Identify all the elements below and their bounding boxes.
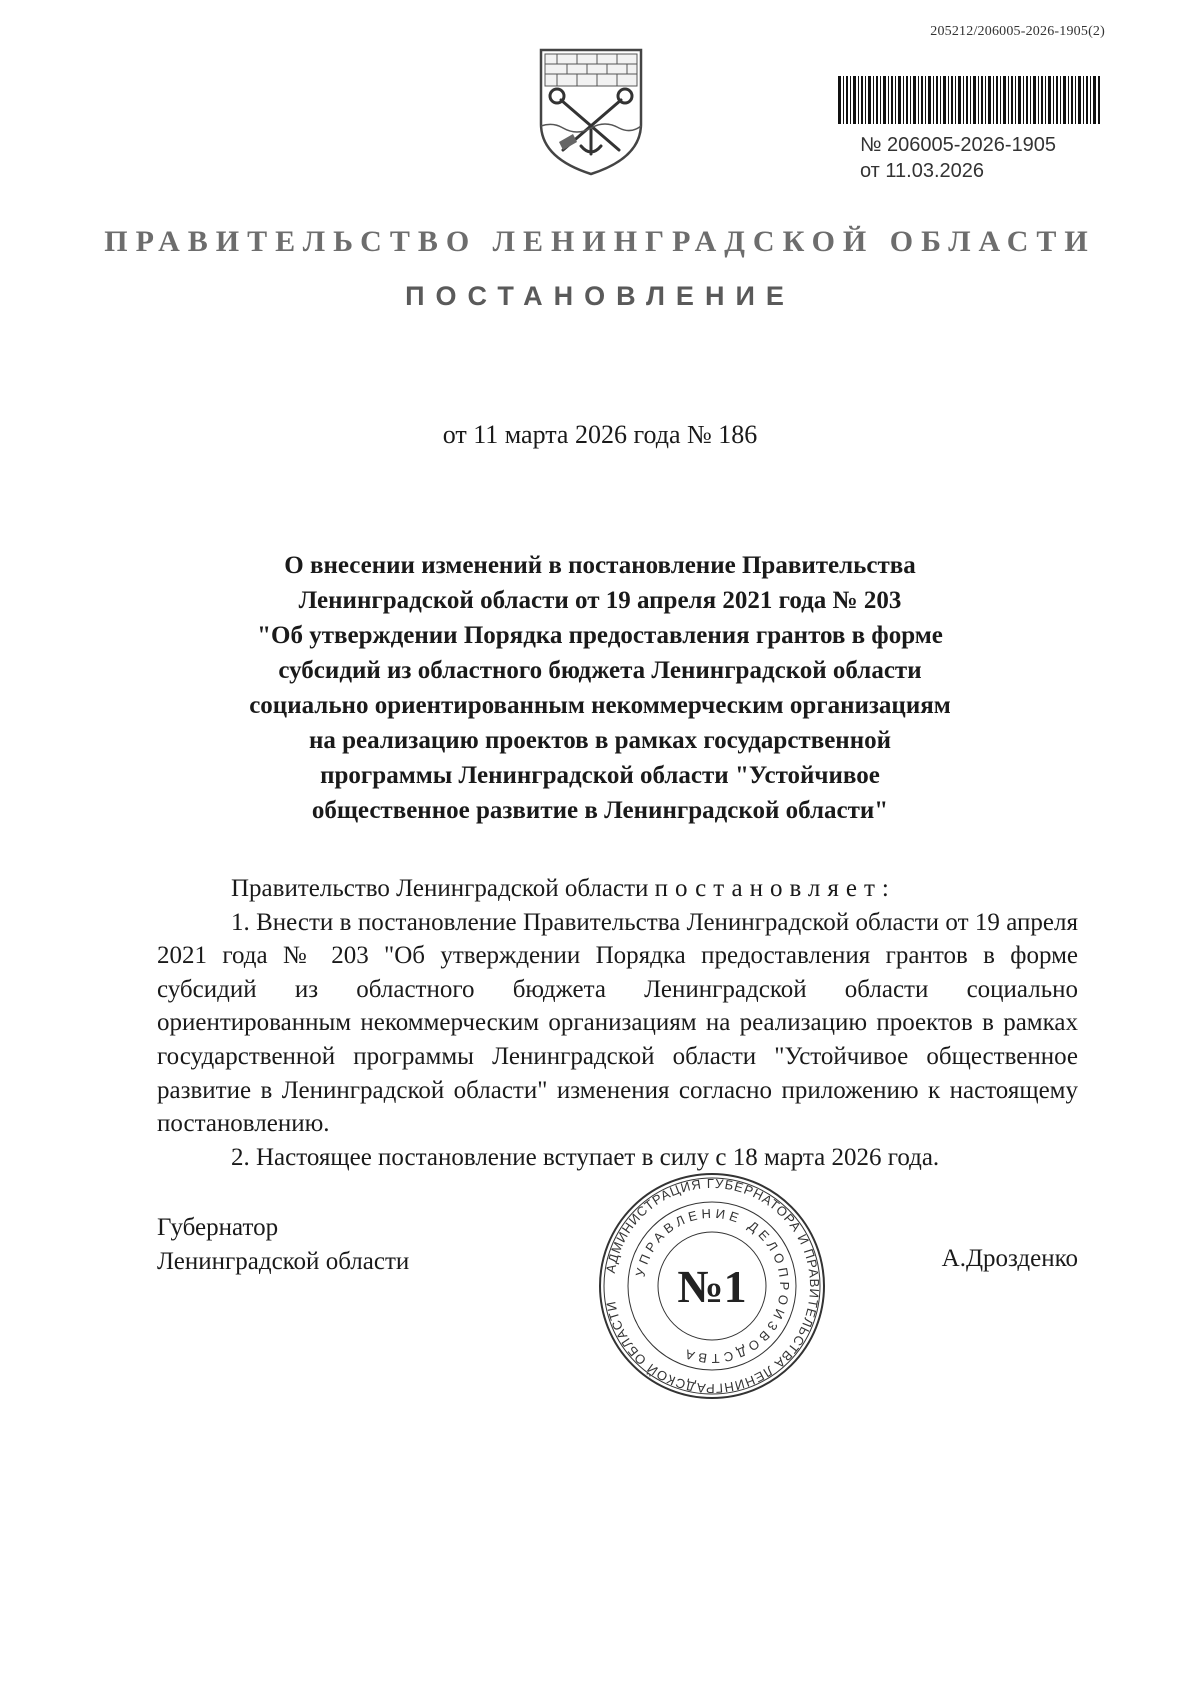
signatory-name: А.Дрозденко xyxy=(941,1245,1078,1272)
preamble-verb: постановляет: xyxy=(654,875,896,902)
decree-date-number: от 11 марта 2026 года № 186 xyxy=(442,420,758,449)
subject-line: на реализацию проектов в рамках государственной xyxy=(308,727,892,754)
registration-number: № 206005-2026-1905 xyxy=(860,134,1057,156)
subject-line: Ленинградской области от 19 апреля 2021 года № 203 xyxy=(298,587,902,614)
coat-of-arms-icon xyxy=(533,46,649,178)
signatory-position-line: Губернатор xyxy=(157,1214,279,1241)
official-seal-icon xyxy=(598,1172,826,1400)
seal-inner-text: УПРАВЛЕНИЕ ДЕЛОПРОИЗВОДСТВА xyxy=(632,1205,793,1367)
document-type: ПОСТАНОВЛЕНИЕ xyxy=(405,281,795,311)
preamble xyxy=(157,872,1078,906)
barcode-icon xyxy=(838,76,1100,124)
decree-subject xyxy=(170,548,1030,828)
decree-body xyxy=(157,872,1078,1174)
preamble-subject: Правительство Ленинградской области xyxy=(231,875,649,902)
barcode-block xyxy=(838,76,1100,184)
subject-line: субсидий из областного бюджета Ленинградской области xyxy=(278,657,922,684)
seal-outer-text: АДМИНИСТРАЦИЯ ГУБЕРНАТОРА И ПРАВИТЕЛЬСТВА ЛЕНИНГРАДСКОЙ ОБЛАСТИ xyxy=(602,1175,823,1397)
subject-line: общественное развитие в Ленинградской области" xyxy=(311,797,889,824)
registration-date: от 11.03.2026 xyxy=(860,160,985,182)
signatory-position xyxy=(157,1211,409,1279)
seal-number: №1 xyxy=(677,1261,747,1312)
subject-line: О внесении изменений в постановление Правительства xyxy=(284,552,916,579)
subject-line: программы Ленинградской области "Устойчивое xyxy=(320,762,880,789)
signatory-position-line: Ленинградской области xyxy=(157,1248,410,1275)
subject-line: "Об утверждении Порядка предоставления грантов в форме xyxy=(257,622,943,649)
decree-item-1: 1. Внести в постановление Правительства Ленинградской области от 19 апреля 2021 года № 203 "Об утверждении Порядка предоставления грантов в форме субсидий из областного бюджета Ленинградской области социально ориентированным некоммерческим организациям на реализацию проектов в рамках государственной программы Ленинградской области "Устойчивое общественное развитие в Ленинградской области" изменения согласно приложению к настоящему постановлению. xyxy=(157,908,1078,1138)
subject-line: социально ориентированным некоммерческим организациям xyxy=(249,692,951,719)
organization-title: ПРАВИТЕЛЬСТВО ЛЕНИНГРАДСКОЙ ОБЛАСТИ xyxy=(104,225,1096,258)
decree-item-2: 2. Настоящее постановление вступает в силу с 18 марта 2026 года. xyxy=(231,1143,940,1171)
registration-code: 205212/206005-2026-1905(2) xyxy=(930,24,1105,39)
